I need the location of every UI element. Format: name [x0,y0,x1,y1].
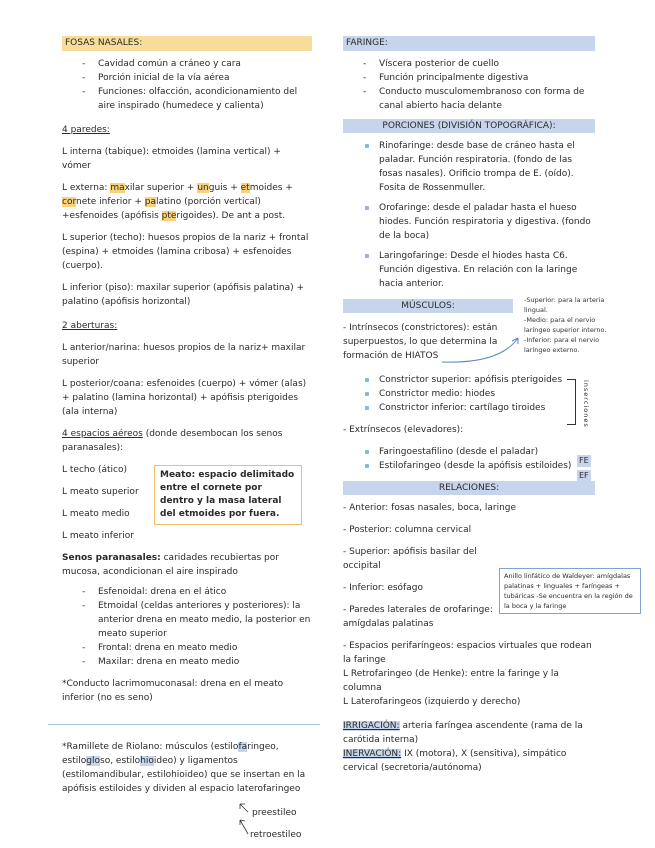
list-item: Constrictor medio: hiodes [343,387,595,401]
list-item: - Frontal: drena en meato medio [62,641,312,655]
relacion-inferior: - Inferior: esófago [343,583,423,593]
relacion-posterior: - Posterior: columna cervical [343,525,472,535]
meato-box: Meato: espacio delimitado entre el cornete por dentro y la masa lateral del etmoides por fuera. [154,465,302,525]
list-item: - Función principalmente digestiva [343,71,595,85]
l-superior: L superior (techo): huesos propios de la nariz + frontal (espina) + etmoides (lamina cribosa) + esfenoides (cuerpo). [62,233,309,271]
retroestileo: retroestileo [250,830,302,840]
l-externa: L externa: maxilar superior + unguis + etmoides + cornete inferior + palatino (porción vertical) +esfenoides (apófisis pterigoides). De ant a post. [62,183,293,221]
list-item: - Cavidad común a cráneo y cara [62,57,312,71]
l-interna: L interna (tabique): etmoides (lamina vertical) + vómer [62,147,281,171]
espacio-meato-inferior: L meato inferior [62,531,134,541]
fosas-nasales-title: FOSAS NASALES: [62,36,312,51]
l-inferior: L inferior (piso): maxilar superior (apófisis palatina) + palatino (apófisis horizontal) [62,283,305,307]
curved-arrow-icon [440,334,530,366]
irrigacion: IRRIGACIÓN: arteria faríngea ascendente (rama de la carótida interna) [343,721,583,745]
fosas-list [62,57,312,113]
list-item: - Conducto musculomembranoso con forma de canal abierto hacia delante [343,85,595,113]
relacion-anterior: - Anterior: fosas nasales, boca, laringe [343,503,517,513]
l-posterior: L posterior/coana: esfenoides (cuerpo) + vómer (alas) + palatino (lamina horizontal) + apófisis pterigoides (ala interna) [62,379,307,417]
paredes-title: 4 paredes: [62,125,110,135]
laterofaringeos: L Laterofaringeos (izquierdo y derecho) [343,697,521,707]
faringe-title: FARINGE: [343,36,595,51]
tag-fe: FE [579,456,589,465]
preestileo: preestileo [252,808,297,818]
inervacion: INERVACIÓN: IX (motora), X (sensitiva), simpático cervical (secretoria/autónoma) [343,749,567,773]
constrictores-list [343,373,595,415]
retrofaringeo: L Retrofaringeo (de Henke): entre la faringe y la columna [343,669,559,693]
espacios-perifaringeos: - Espacios perifaríngeos: espacios virtuales que rodean la faringe [343,641,592,665]
espacio-meato-superior: L meato superior [62,487,139,497]
intrinsecos: - Intrínsecos (constrictores): están superpuestos, lo que determina la formación de HIATOS [343,323,498,361]
bracket-icon [567,379,576,425]
extrinsecos: - Extrínsecos (elevadores): [343,425,464,435]
tag-ef: EF [579,471,589,480]
list-item: - Funciones: olfacción, acondicionamiento del aire inspirado (humedece y calienta) [62,85,312,113]
musculos-note: -Superior: para la arteria lingual. -Medio: para el nervio laríngeo superior interno. -Inferior: para el nervio laríngeo externo. [524,296,607,354]
right-column [343,36,595,775]
list-item: - Porción inicial de la vía aérea [62,71,312,85]
relaciones-title: RELACIONES: [343,481,595,495]
list-item: - Etmoidal (celdas anteriores y posteriores): la anterior drena en meato medio, la posterior en meato superior [62,599,312,641]
waldeyer-box: Anillo linfático de Waldeyer: amígdalas palatinas + linguales + faríngeas + tubáricas -Se encuentra en la región de la boca y la faringe [499,568,641,614]
list-item: Constrictor inferior: cartílago tiroides [343,401,595,415]
list-item: Orofaringe: desde el paladar hasta el hueso hiodes. Función respiratoria y digestiva. (fondo de la boca) [343,201,595,243]
list-item: Faringoestafilino (desde el paladar) [343,445,595,459]
divider [48,724,320,725]
list-item: - Maxilar: drena en meato medio [62,655,312,669]
porciones-title: PORCIONES (DIVISIÓN TOPOGRÁFICA): [343,119,595,133]
list-item: Estilofaringeo (desde la apófisis estiloides) [343,459,595,473]
left-column [62,36,312,705]
espacios-heading: 4 espacios aéreos (donde desembocan los senos paranasales): [62,429,283,453]
relacion-superior: - Superior: apófisis basilar del occipital [343,547,477,571]
conducto-lacrimo: *Conducto lacrimomuconasal: drena en el meato inferior (no es seno) [62,679,284,703]
list-item: Rinofaringe: desde base de cráneo hasta el paladar. Función respiratoria. (fondo de las fosas nasales). Orificio trompa de E. (oído). Fosita de Rossenmuller. [343,139,595,195]
faringe-list [343,57,595,113]
senos-paranasales: Senos paranasales: caridades recubiertas por mucosa, acondicionan el aire inspirado [62,553,279,577]
senos-list [62,585,312,669]
relacion-paredes: - Paredes laterales de orofaringe: amígdalas palatinas [343,605,493,629]
aberturas-title: 2 aberturas: [62,321,118,331]
l-anterior: L anterior/narina: huesos propios de la nariz+ maxilar superior [62,343,306,367]
porciones-list [343,139,595,291]
list-item: Laringofaringe: Desde el hiodes hasta C6. Función digestiva. En relación con la laringe hacia anterior. [343,249,595,291]
list-item: - Esfenoidal: drena en el ático [62,585,312,599]
list-item: - Víscera posterior de cuello [343,57,595,71]
espacio-techo: L techo (ático) [62,465,127,475]
inserciones-label: inserciones [582,380,590,428]
list-item: Constrictor superior: apófisis pterigoides [343,373,595,387]
ramillete-riolano: *Ramillete de Riolano: músculos (estilofaringeo, estilogloso, estilohioideo) y ligamentos (estilomandibular, estilohioideo) que se insertan en la apófisis estiloides y dividen al espacio laterofaringeo [62,742,306,794]
elevadores-list [343,445,595,473]
espacio-meato-medio: L meato medio [62,509,130,519]
musculos-title: MÚSCULOS: [343,299,513,313]
